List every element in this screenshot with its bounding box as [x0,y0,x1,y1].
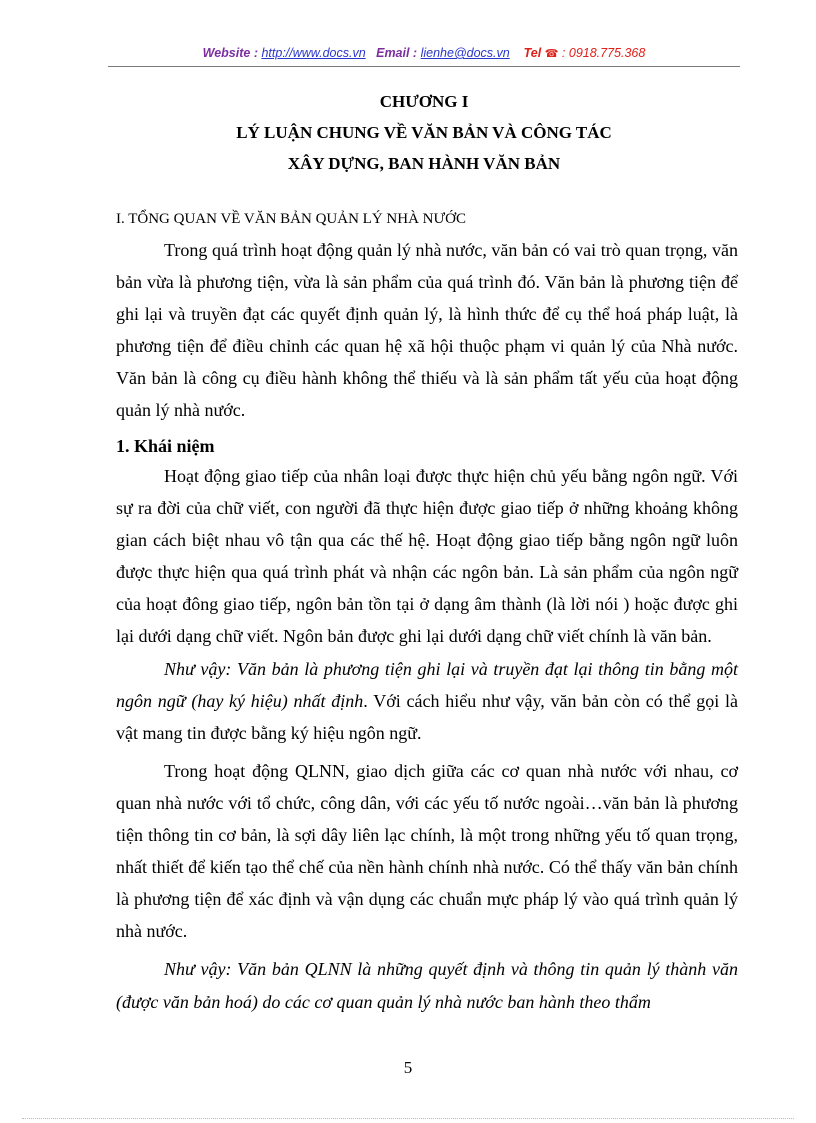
page-header [108,46,740,66]
paragraph-3: Trong hoạt động QLNN, giao dịch giữa các cơ quan nhà nước với nhau, cơ quan nhà nước với tổ chức, công dân, với các yếu tố nước ngoài…văn bản là phương tiện thông tin cơ bản, là sợi dây liên lạc chính, là một trong những yếu tố quan trọng, nhất thiết để kiến tạo thể chế của nền hành chính nhà nước. Có thể thấy văn bản chính là phương tiện để xác định và vận dụng các chuẩn mực pháp lý vào quá trình quản lý nhà nước. [116,760,738,942]
intro-paragraph: Trong quá trình hoạt động quản lý nhà nước, văn bản có vai trò quan trọng, văn bản vừa là phương tiện, vừa là sản phẩm của quá trình đó. Văn bản là phương tiện để ghi lại và truyền đạt các quyết định quản lý, là hình thức để cụ thể hoá pháp luật, là phương tiện để điều chỉnh các quan hệ xã hội thuộc phạm vi quản lý của Nhà nước. Văn bản là công cụ điều hành không thể thiếu và là sản phẩm tất yếu của hoạt động quản lý nhà nước. [116,240,738,421]
chapter-title-line-2: XÂY DỰNG, BAN HÀNH VĂN BẢN [287,154,561,173]
subheading: 1. Khái niệm [116,436,215,456]
email-link[interactable]: lienhe@docs.vn [420,46,510,60]
intro-block [116,234,738,427]
chapter-title-block [108,86,740,179]
page-bottom-border [22,1118,794,1119]
chapter-number: CHƯƠNG I [379,92,469,111]
website-label: Website : [202,46,258,60]
page-number: 5 [403,1058,413,1077]
email-label: Email : [376,46,418,60]
chapter-title-line-1: LÝ LUẬN CHUNG VỀ VĂN BẢN VÀ CÔNG TÁC [236,123,612,142]
body-text [116,460,738,1018]
paragraph-2-rest: . Với cách hiểu như vậy, văn bản còn có thể gọi là vật mang tin được bằng ký hiệu ngôn ngữ. [116,690,739,743]
paragraph-4-italic: Như vậy: Văn bản QLNN là những quyết định và thông tin quản lý thành văn (được văn bản hoá) do các cơ quan quản lý nhà nước ban hành theo thẩm [116,959,738,1012]
paragraph-1: Hoạt động giao tiếp của nhân loại được thực hiện chủ yếu bằng ngôn ngữ. Với sự ra đời của chữ viết, con người đã thực hiện được giao tiếp ở những khoảng không gian cách biệt nhau vô tận qua các thế hệ. Hoạt động giao tiếp bằng ngôn ngữ luôn được thực hiện qua quá trình phát và nhận các ngôn bản. Là sản phẩm của ngôn ngữ của hoạt đông giao tiếp, ngôn bản tồn tại ở dạng âm thành (là lời nói ) hoặc được ghi lại dưới dạng chữ viết. Ngôn bản được ghi lại dưới dạng chữ viết chính là văn bản. [116,466,738,647]
tel-label: Tel [523,46,542,60]
paragraph-2 [116,653,738,749]
paragraph-4 [116,953,738,1017]
paragraph-2-italic: Như vậy: Văn bản là phương tiện ghi lại và truyền đạt lại thông tin bằng một ngôn ngữ (hay ký hiệu) nhất định [116,658,738,711]
phone-number: : 0918.775.368 [561,46,646,60]
website-link[interactable]: http://www.docs.vn [261,46,366,60]
phone-icon: ☎ [544,48,559,60]
header-divider [108,66,740,67]
section-heading: I. TỔNG QUAN VỀ VĂN BẢN QUẢN LÝ NHÀ NƯỚC [116,211,466,227]
